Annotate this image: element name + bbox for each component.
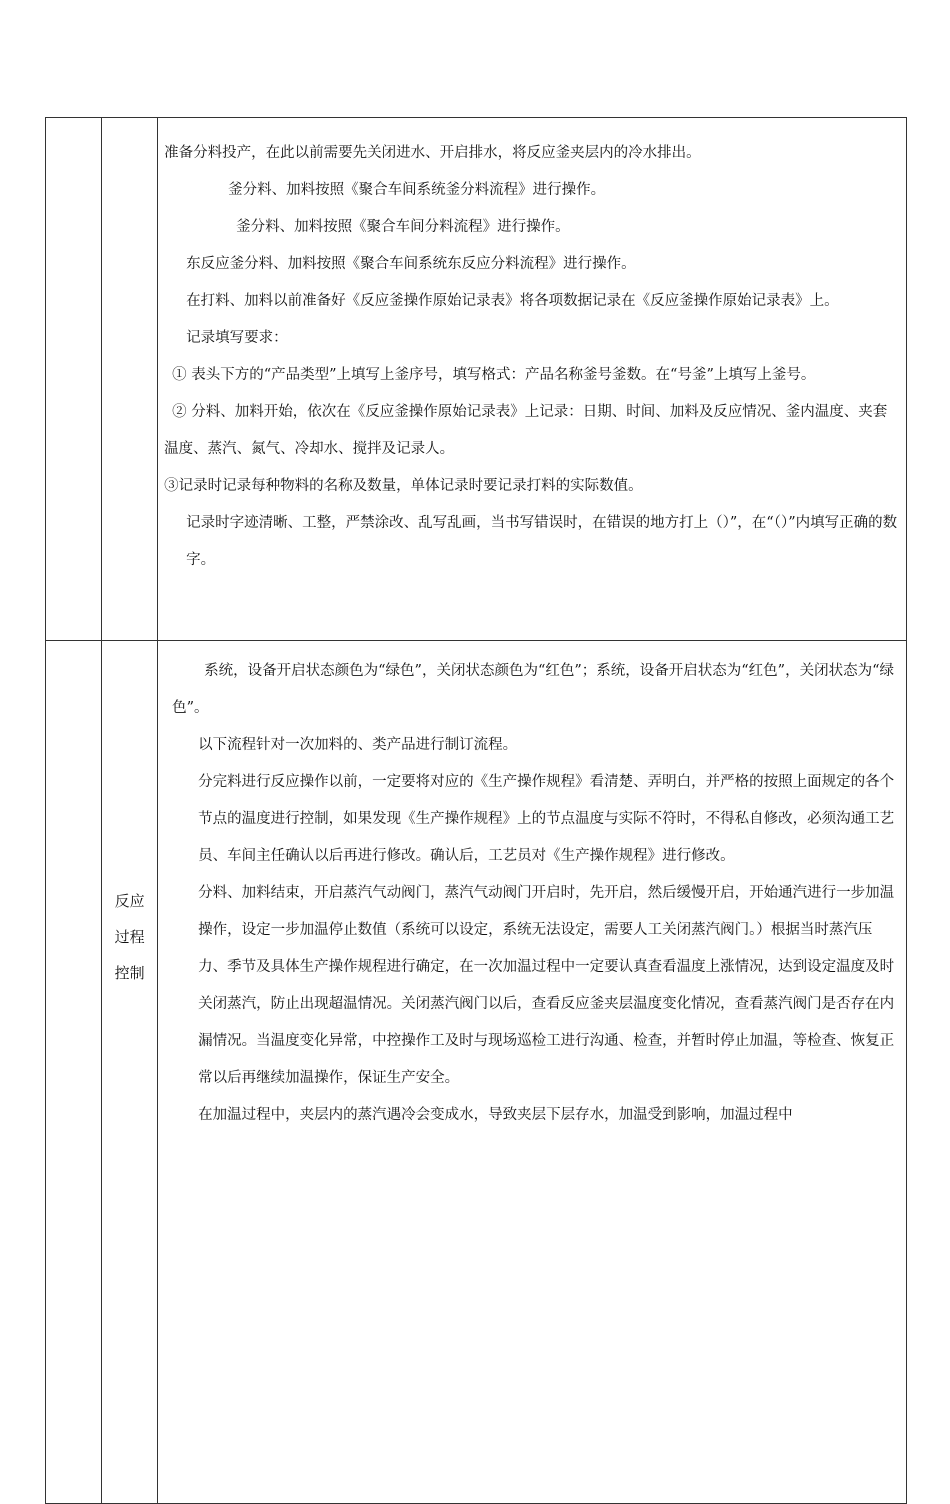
paragraph: 在加温过程中，夹层内的蒸汽遇冷会变成水，导致夹层下层存水，加温受到影响，加温过程中	[198, 1107, 793, 1123]
empty-cell	[46, 641, 102, 1504]
content-cell	[158, 118, 907, 641]
paragraph: 准备分料投产，在此以前需要先关闭进水、开启排水，将反应釜夹层内的冷水排出。	[164, 145, 701, 161]
paragraph: 记录时字迹清晰、工整，严禁涂改、乱写乱画，当书写错误时，在错误的地方打上（）”，在“（）”内填写正确的数字。	[186, 515, 898, 568]
procedure-table	[45, 117, 907, 1504]
paragraph: 记录填写要求：	[186, 330, 288, 346]
paragraph: 以下流程针对一次加料的、类产品进行制订流程。	[198, 737, 518, 753]
section-label-line: 反应	[114, 892, 145, 910]
paragraph: 在打料、加料以前准备好《反应釜操作原始记录表》将各项数据记录在《反应釜操作原始记录表》上。	[186, 293, 839, 309]
paragraph: ③记录时记录每种物料的名称及数量，单体记录时要记录打料的实际数值。	[164, 478, 643, 494]
paragraph: 分完料进行反应操作以前，一定要将对应的《生产操作规程》看清楚、弄明白，并严格的按照上面规定的各个节点的温度进行控制，如果发现《生产操作规程》上的节点温度与实际不符时，不得私自修改，必须沟通工艺员、车间主任确认以后再进行修改。确认后，工艺员对《生产操作规程》进行修改。	[198, 774, 895, 864]
paragraph: 东反应釜分料、加料按照《聚合车间系统东反应分料流程》进行操作。	[186, 256, 636, 272]
paragraph: 系统，设备开启状态颜色为“绿色”，关闭状态颜色为“红色”；系统，设备开启状态为“红色”，关闭状态为“绿色”。	[172, 663, 895, 716]
empty-cell	[102, 118, 158, 641]
content-cell	[158, 641, 907, 1504]
section-label-cell	[102, 641, 158, 1504]
section-label-line: 控制	[114, 964, 145, 982]
section-label-line: 过程	[114, 928, 145, 946]
paragraph: ② 分料、加料开始，依次在《反应釜操作原始记录表》上记录：日期、时间、加料及反应情况、釜内温度、夹套温度、蒸汽、氮气、冷却水、搅拌及记录人。	[164, 404, 888, 457]
paragraph: ① 表头下方的“产品类型”上填写上釜序号，填写格式：产品名称釜号釜数。在“号釜”上填写上釜号。	[172, 367, 816, 383]
paragraph: 分料、加料结束，开启蒸汽气动阀门，蒸汽气动阀门开启时，先开启，然后缓慢开启，开始通汽进行一步加温操作，设定一步加温停止数值（系统可以设定，系统无法设定，需要人工关闭蒸汽阀门。）根据当时蒸汽压力、季节及具体生产操作规程进行确定，在一次加温过程中一定要认真查看温度上涨情况，达到设定温度及时关闭蒸汽，防止出现超温情况。关闭蒸汽阀门以后，查看反应釜夹层温度变化情况，查看蒸汽阀门是否存在内漏情况。当温度变化异常，中控操作工及时与现场巡检工进行沟通、检查，并暂时停止加温，等检查、恢复正常以后再继续加温操作，保证生产安全。	[198, 885, 895, 1086]
empty-cell	[46, 118, 102, 641]
table-row	[46, 118, 907, 641]
paragraph: 釜分料、加料按照《聚合车间系统釜分料流程》进行操作。	[228, 182, 606, 198]
paragraph: 釜分料、加料按照《聚合车间分料流程》进行操作。	[236, 219, 570, 235]
table-row	[46, 641, 907, 1504]
